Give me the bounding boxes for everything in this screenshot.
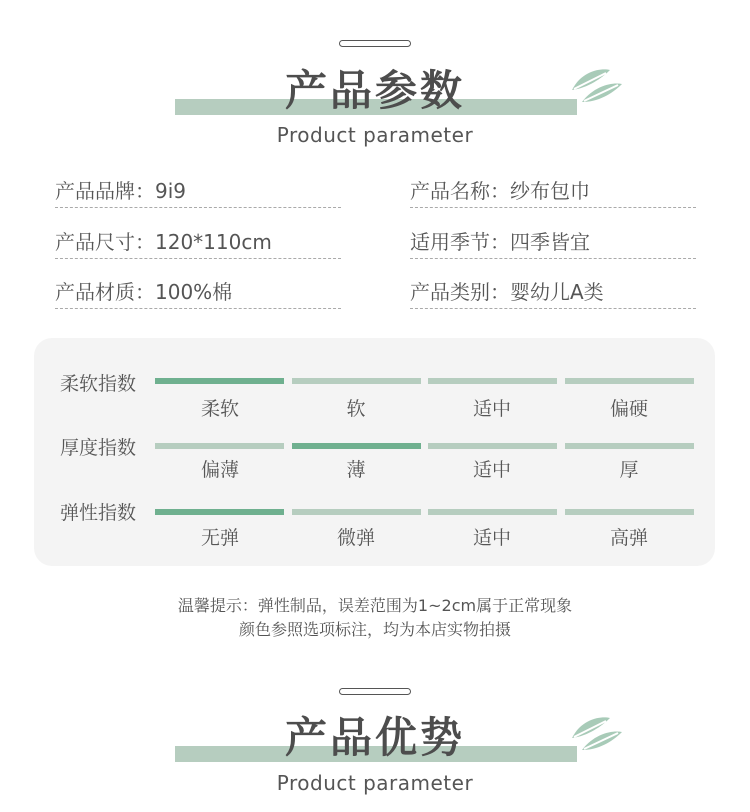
thickness-option-4: 厚 (619, 459, 639, 481)
softness-segment-1 (155, 378, 284, 384)
thickness-index-label: 厚度指数 (60, 437, 137, 459)
thickness-segment-4 (565, 443, 694, 449)
header-pill-ornament (339, 40, 411, 47)
thickness-option-1: 偏薄 (200, 459, 239, 481)
thickness-segment-2 (292, 443, 421, 449)
leaf-icon (566, 64, 626, 106)
softness-index-label: 柔软指数 (60, 373, 137, 395)
param-material: 产品材质：100%棉 (55, 280, 233, 304)
softness-option-2: 软 (346, 398, 366, 420)
header-pill-ornament (339, 688, 411, 695)
elasticity-segment-1 (155, 509, 284, 515)
section-subtitle: Product parameter (276, 123, 474, 147)
softness-segment-2 (292, 378, 421, 384)
elasticity-option-3: 适中 (472, 527, 511, 549)
section-title-parameters: 产品参数 (284, 66, 465, 115)
thickness-option-2: 薄 (346, 459, 366, 481)
section-title-advantages: 产品优势 (284, 713, 465, 762)
elasticity-option-4: 高弹 (609, 527, 648, 549)
divider (55, 207, 341, 208)
thickness-option-3: 适中 (472, 459, 511, 481)
divider (410, 258, 696, 259)
param-category: 产品类别：婴幼儿A类 (410, 280, 604, 304)
thickness-segment-3 (428, 443, 557, 449)
divider (55, 308, 341, 309)
section-subtitle: Product parameter (276, 771, 474, 795)
softness-option-3: 适中 (472, 398, 511, 420)
softness-option-4: 偏硬 (609, 398, 648, 420)
elasticity-segment-3 (428, 509, 557, 515)
elasticity-segment-2 (292, 509, 421, 515)
softness-option-1: 柔软 (200, 398, 239, 420)
softness-segment-3 (428, 378, 557, 384)
elasticity-index-label: 弹性指数 (60, 502, 137, 524)
divider (410, 308, 696, 309)
elasticity-segment-4 (565, 509, 694, 515)
notice-line-2: 颜色参照选项标注，均为本店实物拍摄 (238, 620, 511, 639)
param-size: 产品尺寸：120*110cm (55, 230, 272, 254)
thickness-segment-1 (155, 443, 284, 449)
elasticity-option-2: 微弹 (336, 527, 375, 549)
param-name: 产品名称：纱布包巾 (410, 179, 590, 203)
param-brand: 产品品牌：9i9 (55, 179, 187, 203)
elasticity-option-1: 无弹 (200, 527, 239, 549)
param-season: 适用季节：四季皆宜 (410, 230, 590, 254)
leaf-icon (566, 712, 626, 754)
divider (55, 258, 341, 259)
notice-line-1: 温馨提示：弹性制品，误差范围为1~2cm属于正常现象 (177, 596, 573, 615)
softness-segment-4 (565, 378, 694, 384)
divider (410, 207, 696, 208)
